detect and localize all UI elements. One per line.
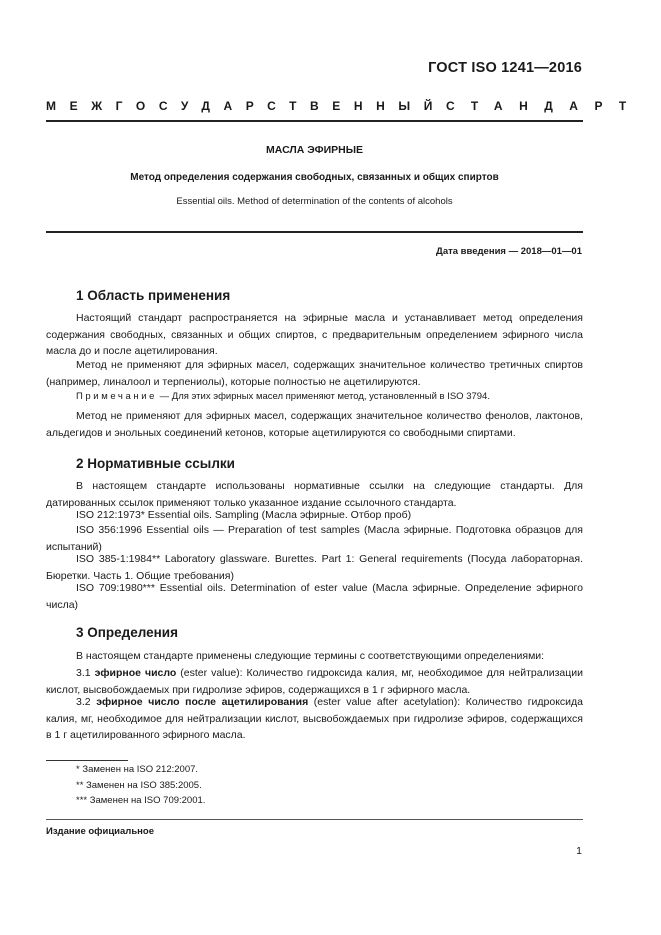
reference-iso-212: ISO 212:1973* Essential oils. Sampling (Масла эфирные. Отбор проб): [76, 509, 412, 521]
document-subtitle: Метод определения содержания свободных, связанных и общих спиртов: [130, 172, 499, 183]
section-3-paragraph-1: В настоящем стандарте применены следующие термины с соответствующими определениями:: [76, 650, 545, 662]
standard-banner: [46, 99, 643, 113]
section-1-paragraph-2: Метод не применяют для эфирных масел, содержащих значительное количество третичных спиртов (например, линалоол и терпениолы), которые полностью не ацетилируются.: [46, 359, 583, 388]
introduction-date: Дата введения — 2018—01—01: [436, 246, 582, 257]
footnote-3: *** Заменен на ISO 709:2001.: [76, 795, 206, 806]
section-1-note: Примечание — Для этих эфирных масел применяют метод, установленный в ISO 3794.: [76, 391, 490, 402]
section-1-heading: 1 Область применения: [76, 288, 231, 303]
footnote-2: ** Заменен на ISO 385:2005.: [76, 780, 202, 791]
section-1-paragraph-1: Настоящий стандарт распространяется на эфирные масла и устанавливает метод определения содержания свободных, связанных и общих спиртов, с предварительным определением эфирного числа масла до и после ацетилирования.: [46, 312, 583, 357]
reference-iso-709: ISO 709:1980*** Essential oils. Determination of ester value (Масла эфирные. Определение эфирного числа): [46, 582, 583, 611]
banner-word-interstate: МЕЖГОСУДАРСТВЕННЫЙ: [46, 99, 446, 113]
definition-ester-value: 3.1 эфирное число (ester value): Количество гидроксида калия, мг, необходимое для нейтрализации кислот, высвобождаемых при гидролизе эфиров, содержащихся в 1 г эфирного масла.: [46, 667, 583, 696]
reference-iso-385-1: ISO 385-1:1984** Laboratory glassware. Burettes. Part 1: General requirements (Посуда лабораторная. Бюретки. Часть 1. Общие требования): [46, 553, 583, 582]
reference-iso-356: ISO 356:1996 Essential oils — Preparation of test samples (Масла эфирные. Подготовка образцов для испытаний): [46, 524, 583, 553]
footer-rule: [46, 819, 583, 820]
note-label: Примечание: [76, 391, 157, 402]
definition-ester-value-after-acetylation: 3.2 эфирное число после ацетилирования (ester value after acetylation): Количество гидроксида калия, мг, необходимое для нейтрализации кислот, высвобождаемых при гидролизе эфиров, содержащихся в 1 г ацетилированного эфирного масла.: [46, 696, 583, 741]
term-ester-value: эфирное число: [94, 667, 177, 679]
footnote-rule: [46, 760, 128, 761]
term-ester-value-after-acetylation: эфирное число после ацетилирования: [96, 696, 309, 708]
header-rule: [46, 120, 583, 122]
footnote-1: * Заменен на ISO 212:2007.: [76, 764, 199, 775]
document-title: МАСЛА ЭФИРНЫЕ: [266, 144, 363, 156]
document-english-title: Essential oils. Method of determination of the contents of alcohols: [176, 196, 453, 207]
section-2-paragraph-1: В настоящем стандарте использованы нормативные ссылки на следующие стандарты. Для датированных ссылок применяют только указанное издание ссылочного стандарта.: [46, 480, 583, 509]
section-2-heading: 2 Нормативные ссылки: [76, 456, 235, 471]
title-rule: [46, 231, 583, 233]
document-code: ГОСТ ISO 1241—2016: [428, 60, 582, 76]
edition-label: Издание официальное: [46, 826, 154, 837]
section-1-paragraph-3: Метод не применяют для эфирных масел, содержащих значительное количество фенолов, лактонов, альдегидов и энольных соединений кетонов, которые ацетилируются со свободными спиртами.: [46, 410, 583, 439]
banner-word-standard: СТАНДАРТ: [445, 99, 643, 113]
page-number: 1: [576, 845, 582, 857]
section-3-heading: 3 Определения: [76, 625, 178, 640]
